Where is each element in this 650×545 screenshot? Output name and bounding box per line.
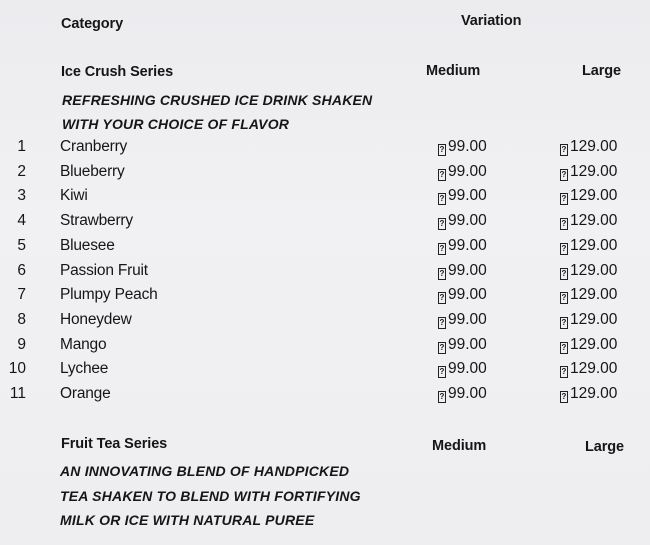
item-name: Lychee: [60, 360, 109, 378]
medium-price-value: 99.00: [448, 236, 487, 254]
item-name: Orange: [60, 385, 111, 402]
item-large-price: [560, 360, 617, 378]
currency-symbol-icon: ?: [561, 268, 567, 278]
item-number: 5: [17, 236, 26, 254]
item-medium-price: [438, 262, 487, 280]
ice-crush-item-row: [0, 138, 650, 162]
large-price-value: 129.00: [570, 310, 618, 328]
category-header: Category: [61, 16, 124, 32]
fruit-tea-title: Fruit Tea Series: [61, 436, 168, 452]
item-large-price: [560, 138, 617, 156]
item-name: Bluesee: [60, 236, 115, 254]
currency-symbol-icon: ?: [561, 194, 567, 204]
currency-symbol-icon: ?: [439, 317, 445, 327]
item-medium-price: [438, 336, 487, 354]
medium-price-value: 99.00: [448, 138, 487, 155]
ice-crush-item-row: [0, 187, 650, 211]
medium-price-value: 99.00: [448, 261, 487, 279]
ice-crush-item-row: [0, 262, 650, 286]
item-large-price: [560, 187, 617, 205]
item-number: 6: [17, 261, 26, 279]
item-medium-price: [438, 385, 487, 403]
item-medium-price: [438, 237, 487, 255]
large-price-value: 129.00: [570, 360, 618, 378]
item-medium-price: [438, 360, 487, 378]
item-large-price: [560, 212, 617, 230]
item-large-price: [560, 311, 617, 329]
large-price-value: 129.00: [570, 138, 618, 155]
item-medium-price: [438, 187, 487, 205]
large-price-value: 129.00: [570, 286, 618, 304]
ice-crush-item-row: [0, 311, 650, 335]
ice-crush-description-line-2: WITH YOUR CHOICE OF FLAVOR: [62, 116, 290, 132]
currency-symbol-icon: ?: [561, 169, 567, 179]
currency-symbol-icon: ?: [561, 243, 567, 253]
currency-symbol-icon: ?: [439, 367, 445, 377]
currency-symbol-icon: ?: [439, 194, 445, 204]
ice-crush-medium-header: Medium: [426, 63, 481, 79]
currency-symbol-icon: ?: [561, 293, 567, 303]
item-name: Strawberry: [60, 212, 133, 230]
currency-symbol-icon: ?: [561, 342, 567, 352]
currency-symbol-icon: ?: [561, 367, 567, 377]
item-number: 10: [8, 360, 26, 378]
fruit-tea-description-line-1: AN INNOVATING BLEND OF HANDPICKED: [60, 463, 350, 479]
ice-crush-title: Ice Crush Series: [61, 64, 174, 80]
ice-crush-item-row: [0, 286, 650, 310]
medium-price-value: 99.00: [448, 360, 487, 378]
item-medium-price: [438, 212, 487, 230]
item-number: 11: [9, 385, 26, 402]
currency-symbol-icon: ?: [439, 342, 445, 352]
large-price-value: 129.00: [570, 335, 618, 353]
fruit-tea-large-header: Large: [585, 439, 624, 455]
item-number: 8: [17, 310, 26, 328]
item-name: Cranberry: [60, 138, 128, 155]
large-price-value: 129.00: [570, 212, 618, 230]
medium-price-value: 99.00: [448, 335, 487, 353]
item-number: 3: [17, 187, 26, 205]
currency-symbol-icon: ?: [561, 317, 567, 327]
currency-symbol-icon: ?: [561, 219, 567, 229]
item-large-price: [560, 163, 617, 181]
ice-crush-item-row: [0, 385, 650, 409]
medium-price-value: 99.00: [448, 212, 487, 230]
fruit-tea-description-line-3: MILK OR ICE WITH NATURAL PUREE: [60, 512, 315, 528]
item-large-price: [560, 336, 617, 354]
currency-symbol-icon: ?: [439, 145, 445, 154]
currency-symbol-icon: ?: [561, 145, 567, 154]
medium-price-value: 99.00: [448, 286, 487, 304]
item-name: Passion Fruit: [60, 261, 148, 279]
ice-crush-item-row: [0, 336, 650, 360]
currency-symbol-icon: ?: [439, 293, 445, 303]
item-large-price: [560, 262, 617, 280]
large-price-value: 129.00: [570, 385, 618, 402]
ice-crush-large-header: Large: [582, 63, 621, 79]
ice-crush-item-row: [0, 163, 650, 187]
currency-symbol-icon: ?: [439, 219, 445, 229]
item-medium-price: [438, 311, 487, 329]
item-number: 1: [17, 138, 26, 155]
item-name: Honeydew: [60, 310, 132, 328]
item-name: Plumpy Peach: [60, 286, 158, 304]
large-price-value: 129.00: [570, 261, 618, 279]
large-price-value: 129.00: [570, 236, 618, 254]
ice-crush-item-row: [0, 360, 650, 384]
currency-symbol-icon: ?: [439, 243, 445, 253]
item-number: 7: [17, 286, 26, 304]
item-number: 9: [17, 335, 26, 353]
item-medium-price: [438, 163, 487, 181]
ice-crush-description-line-1: REFRESHING CRUSHED ICE DRINK SHAKEN: [62, 92, 373, 108]
variation-header: Variation: [461, 13, 522, 29]
item-number: 2: [17, 162, 26, 180]
currency-symbol-icon: ?: [439, 169, 445, 179]
item-medium-price: [438, 138, 487, 156]
item-large-price: [560, 286, 617, 304]
item-name: Blueberry: [60, 162, 125, 180]
ice-crush-item-row: [0, 237, 650, 261]
item-medium-price: [438, 286, 487, 304]
currency-symbol-icon: ?: [439, 392, 445, 401]
fruit-tea-description-line-2: TEA SHAKEN TO BLEND WITH FORTIFYING: [60, 488, 361, 504]
item-name: Mango: [60, 335, 107, 353]
item-large-price: [560, 237, 617, 255]
medium-price-value: 99.00: [448, 385, 487, 402]
item-number: 4: [17, 212, 26, 230]
fruit-tea-medium-header: Medium: [432, 438, 487, 454]
currency-symbol-icon: ?: [439, 268, 445, 278]
ice-crush-item-row: [0, 212, 650, 236]
medium-price-value: 99.00: [448, 187, 487, 205]
item-name: Kiwi: [60, 187, 88, 205]
large-price-value: 129.00: [570, 187, 618, 205]
medium-price-value: 99.00: [448, 310, 487, 328]
large-price-value: 129.00: [570, 162, 618, 180]
currency-symbol-icon: ?: [561, 392, 567, 401]
item-large-price: [560, 385, 617, 403]
medium-price-value: 99.00: [448, 162, 487, 180]
